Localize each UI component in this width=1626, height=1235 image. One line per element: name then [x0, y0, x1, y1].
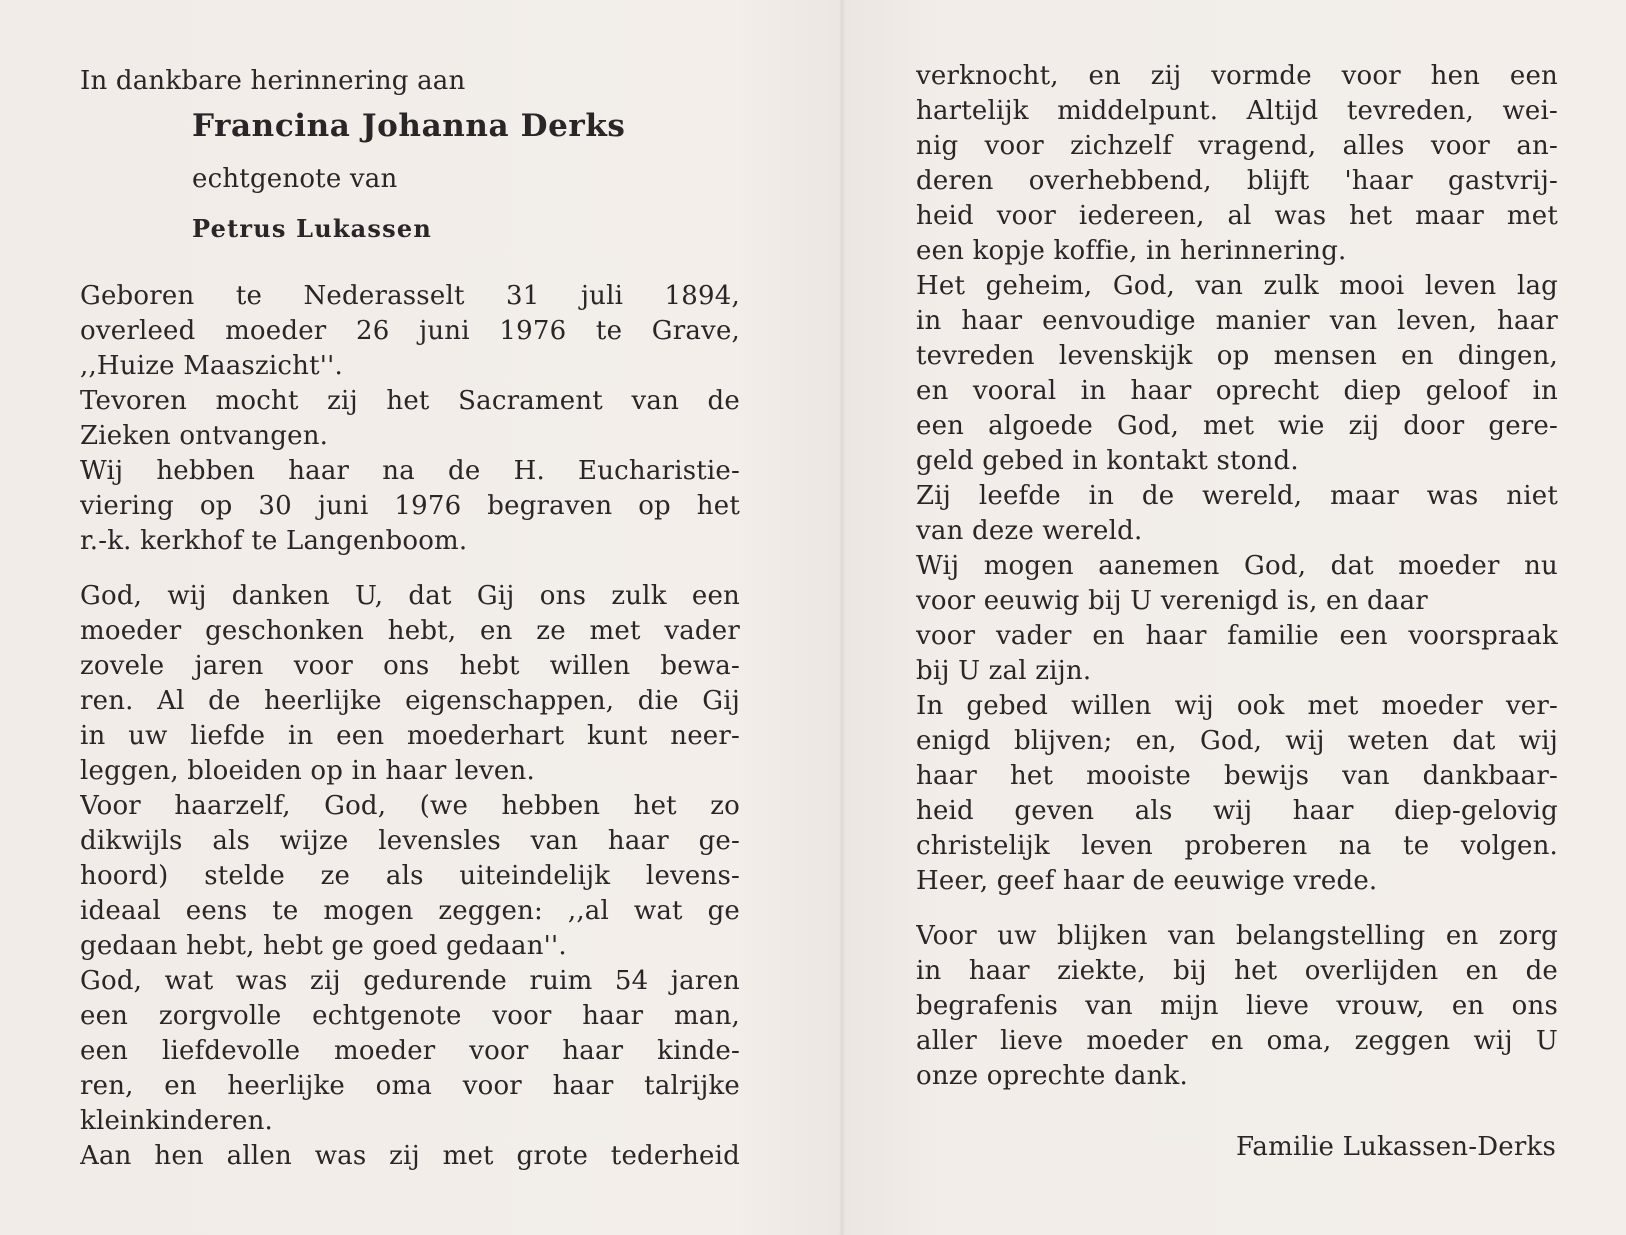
prayer-line: ren. Al de heerlijke eigenschappen, die Gij: [80, 686, 740, 716]
spouse-intro: echtgenote van: [192, 164, 398, 194]
birth-line: r.-k. kerkhof te Langenboom.: [80, 526, 468, 556]
birth-line: viering op 30 juni 1976 begraven op het: [80, 491, 740, 521]
card-fold: [839, 0, 845, 1235]
text-line: Zij leefde in de wereld, maar was niet: [916, 481, 1558, 511]
text-line: en vooral in haar oprecht diep geloof in: [916, 376, 1558, 406]
prayer-line: in uw liefde in een moederhart kunt neer-: [80, 721, 740, 751]
prayer-line: leggen, bloeiden op in haar leven.: [80, 756, 535, 786]
text-line: heid geven als wij haar diep-gelovig: [916, 796, 1558, 826]
prayer-line: Voor haarzelf, God, (we hebben het zo: [80, 791, 740, 821]
text-line: haar het mooiste bewijs van dankbaar-: [916, 761, 1558, 791]
prayer-line: God, wat was zij gedurende ruim 54 jaren: [80, 966, 740, 996]
prayer-line: dikwijls als wijze levensles van haar ge-: [80, 826, 740, 856]
text-line: verknocht, en zij vormde voor hen een: [916, 61, 1558, 91]
thanks-line: begrafenis van mijn lieve vrouw, en ons: [916, 991, 1558, 1021]
text-line: deren overhebbend, blijft 'haar gastvrij-: [916, 166, 1558, 196]
prayer-line: zovele jaren voor ons hebt willen bewa-: [80, 651, 740, 681]
birth-line: Wij hebben haar na de H. Eucharistie-: [80, 456, 740, 486]
prayer-line: een zorgvolle echtgenote voor haar man,: [80, 1001, 740, 1031]
birth-line: overleed moeder 26 juni 1976 te Grave,: [80, 316, 740, 346]
text-line: nig voor zichzelf vragend, alles voor an-: [916, 131, 1558, 161]
text-line: geld gebed in kontakt stond.: [916, 446, 1299, 476]
text-line: een algoede God, met wie zij door gere-: [916, 411, 1558, 441]
text-line: voor vader en haar familie een voorspraak: [916, 621, 1558, 651]
prayer-line: Aan hen allen was zij met grote tederheid: [80, 1141, 740, 1171]
text-line: hartelijk middelpunt. Altijd tevreden, wei-: [916, 96, 1558, 126]
text-line: heid voor iedereen, al was het maar met: [916, 201, 1558, 231]
prayer-line: gedaan hebt, hebt ge goed gedaan''.: [80, 931, 567, 961]
birth-line: Tevoren mocht zij het Sacrament van de: [80, 386, 740, 416]
text-line: een kopje koffie, in herinnering.: [916, 236, 1347, 266]
spouse-name: Petrus Lukassen: [192, 214, 432, 243]
text-line: Heer, geef haar de eeuwige vrede.: [916, 866, 1378, 896]
text-line: bij U zal zijn.: [916, 656, 1092, 686]
intro-text: In dankbare herinnering aan: [80, 66, 466, 96]
prayer-line: ideaal eens te mogen zeggen: ,,al wat ge: [80, 896, 740, 926]
text-line: in haar eenvoudige manier van leven, haar: [916, 306, 1558, 336]
thanks-line: aller lieve moeder en oma, zeggen wij U: [916, 1026, 1558, 1056]
prayer-line: kleinkinderen.: [80, 1106, 273, 1136]
birth-line: ,,Huize Maaszicht''.: [80, 351, 343, 381]
text-line: enigd blijven; en, God, wij weten dat wij: [916, 726, 1558, 756]
text-line: In gebed willen wij ook met moeder ver-: [916, 691, 1558, 721]
prayer-line: moeder geschonken hebt, en ze met vader: [80, 616, 740, 646]
text-line: Wij mogen aanemen God, dat moeder nu: [916, 551, 1558, 581]
thanks-line: onze oprechte dank.: [916, 1061, 1188, 1091]
prayer-line: God, wij danken U, dat Gij ons zulk een: [80, 581, 740, 611]
text-line: tevreden levenskijk op mensen en dingen,: [916, 341, 1558, 371]
birth-line: Geboren te Nederasselt 31 juli 1894,: [80, 281, 740, 311]
birth-line: Zieken ontvangen.: [80, 421, 329, 451]
text-line: Het geheim, God, van zulk mooi leven lag: [916, 271, 1558, 301]
prayer-line: hoord) stelde ze als uiteindelijk levens-: [80, 861, 740, 891]
text-line: van deze wereld.: [916, 516, 1143, 546]
text-line: voor eeuwig bij U verenigd is, en daar: [916, 586, 1428, 616]
thanks-line: Voor uw blijken van belangstelling en zorg: [916, 921, 1558, 951]
deceased-name: Francina Johanna Derks: [192, 108, 626, 144]
prayer-line: ren, en heerlijke oma voor haar talrijke: [80, 1071, 740, 1101]
thanks-line: in haar ziekte, bij het overlijden en de: [916, 956, 1558, 986]
text-line: christelijk leven proberen na te volgen.: [916, 831, 1558, 861]
prayer-line: een liefdevolle moeder voor haar kinde-: [80, 1036, 740, 1066]
family-signature: Familie Lukassen-Derks: [1235, 1132, 1556, 1162]
